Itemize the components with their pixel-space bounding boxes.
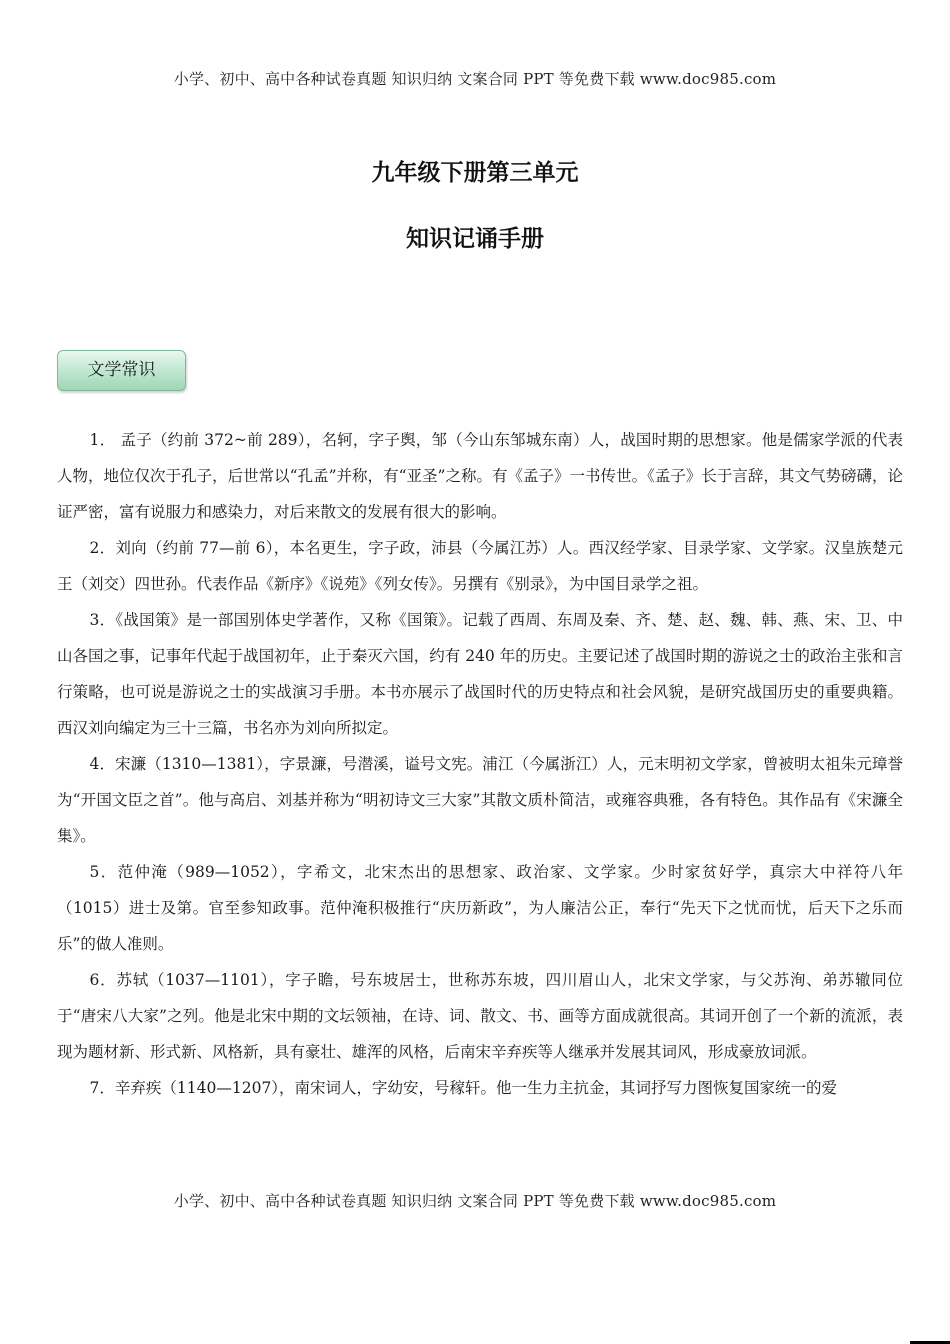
document-title: 九年级下册第三单元 bbox=[371, 160, 579, 186]
page-header: 小学、初中、高中各种试卷真题 知识归纳 文案合同 PPT 等免费下载 www.doc985.com bbox=[173, 70, 777, 88]
section-badge-literary-knowledge: 文学常识 bbox=[57, 350, 186, 391]
paragraph-mencius: 1． 孟子（约前 372~前 289），名轲，字子舆，邹（今山东邹城东南）人，战国时期的思想家。他是儒家学派的代表人物，地位仅次于孔子，后世常以“孔孟”并称，有“亚圣”之称。有《孟子》一书传世。《孟子》长于言辞，其文气势磅礴，论证严密，富有说服力和感染力，对后来散文的发展有很大的影响。 bbox=[57, 431, 903, 521]
paragraph-liu-xiang: 2．刘向（约前 77—前 6），本名更生，字子政，沛县（今属江苏）人。西汉经学家、目录学家、文学家。汉皇族楚元王（刘交）四世孙。代表作品《新序》《说苑》《列女传》。另撰有《别录》，为中国目录学之祖。 bbox=[57, 539, 903, 593]
paragraph-su-shi: 6．苏轼（1037—1101），字子瞻，号东坡居士，世称苏东坡，四川眉山人，北宋文学家，与父苏洵、弟苏辙同位于“唐宋八大家”之列。他是北宋中期的文坛领袖，在诗、词、散文、书、画等方面成就很高。其词开创了一个新的流派，表现为题材新、形式新、风格新，具有豪壮、雄浑的风格，后南宋辛弃疾等人继承并发展其词风，形成豪放词派。 bbox=[57, 971, 903, 1061]
content-body bbox=[57, 422, 903, 1106]
paragraph-song-lian: 4．宋濂（1310—1381），字景濂，号潜溪，谥号文宪。浦江（今属浙江）人，元末明初文学家，曾被明太祖朱元璋誉为“开国文臣之首”。他与高启、刘基并称为“明初诗文三大家”其散文质朴简洁，或雍容典雅，各有特色。其作品有《宋濂全集》。 bbox=[57, 755, 903, 845]
paragraph-xin-qiji: 7．辛弃疾（1140—1207），南宋词人，字幼安，号稼轩。他一生力主抗金，其词抒写力图恢复国家统一的爱 bbox=[89, 1079, 838, 1097]
document-subtitle: 知识记诵手册 bbox=[406, 226, 544, 252]
page-footer: 小学、初中、高中各种试卷真题 知识归纳 文案合同 PPT 等免费下载 www.doc985.com bbox=[173, 1192, 777, 1210]
paragraph-fan-zhongyan: 5．范仲淹（989—1052），字希文，北宋杰出的思想家、政治家、文学家。少时家贫好学，真宗大中祥符八年（1015）进士及第。官至参知政事。范仲淹积极推行“庆历新政”，为人廉洁公正，奉行“先天下之忧而忧，后天下之乐而乐”的做人准则。 bbox=[57, 863, 903, 953]
paragraph-zhanguoce: 3．《战国策》是一部国别体史学著作，又称《国策》。记载了西周、东周及秦、齐、楚、赵、魏、韩、燕、宋、卫、中山各国之事，记事年代起于战国初年，止于秦灭六国，约有 240 年的历史。主要记述了战国时期的游说之士的政治主张和言行策略，也可说是游说之士的实战演习手册。本书亦展示了战国时代的历史特点和社会风貌，是研究战国历史的重要典籍。西汉刘向编定为三十三篇，书名亦为刘向所拟定。 bbox=[57, 611, 903, 737]
